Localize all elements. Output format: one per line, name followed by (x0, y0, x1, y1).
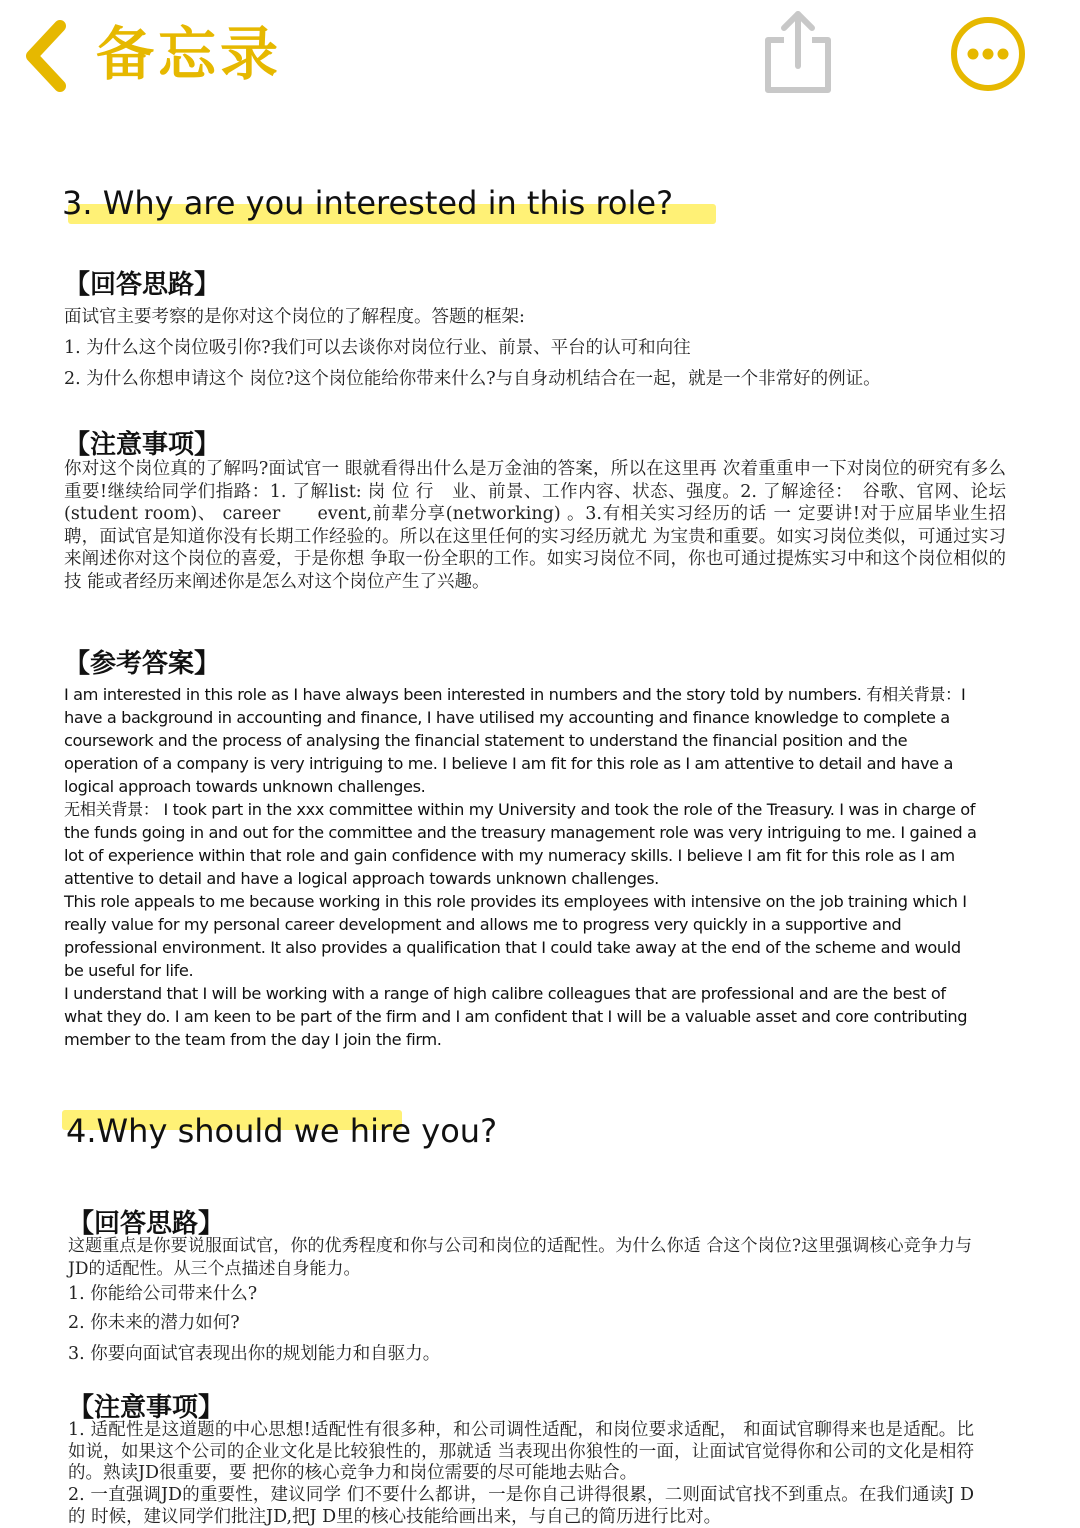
q3-title-text: 3. Why are you interested in this role? (62, 184, 674, 222)
q4-title-text: 4.Why should we hire you? (66, 1112, 498, 1150)
q4-approach-item-2: 2. 你未来的潜力如何? (68, 1313, 240, 1333)
q4-notes-item-1: 1. 适配性是这道题的中心思想!适配性有很多种，和公司调性适配，和岗位要求适配， 和面试官聊得来也是适配。比如说，如果这个公司的企业文化是比较狼性的，那就适 当表现出你狼性的一面，让面试官觉得你和公司的文化是相符的。熟读JD很重要，要 把你的核心竞争力和岗位需要的尽可能地去贴合。 (68, 1420, 974, 1483)
q3-answer-paragraph-1: I am interested in this role as I have always been interested in numbers and the story told by numbers. 有相关背景：I have a background in accounting and finance, I have utilised my accounting and finance knowledge to complete a coursework and the process of analysing the financial statement to understand the financial position and the operation of a company is very intriguing to me. I believe I am fit for this role as I am attentive to detail and have a logical approach towards unknown challenges. (64, 685, 966, 796)
q3-answer-paragraph-2: 无相关背景： I took part in the xxx committee within my University and took the role of the Treasury. I was in charge of the funds going in and out for the committee and the treasury management role was very intriguing to me. I gained a lot of experience within that role and gain confidence with my numeracy skills. I believe I am fit for this role as I am attentive to detail and have a logical approach towards unknown challenges. (64, 800, 977, 888)
q4-approach-item-3: 3. 你要向面试官表现出你的规划能力和自驱力。 (68, 1344, 441, 1364)
q4-notes-heading: 【注意事项】 (68, 1393, 225, 1423)
q3-approach-intro: 面试官主要考察的是你对这个岗位的了解程度。答题的框架: (64, 307, 525, 327)
q3-approach-heading: 【回答思路】 (64, 270, 221, 300)
q3-approach-item-1: 1. 为什么这个岗位吸引你?我们可以去谈你对岗位行业、前景、平台的认可和向往 (64, 338, 691, 358)
q4-approach-intro: 这题重点是你要说服面试官，你的优秀程度和你与公司和岗位的适配性。为什么你适 合这个岗位?这里强调核心竞争力与JD的适配性。从三个点描述自身能力。 (68, 1236, 973, 1279)
q3-answer-heading: 【参考答案】 (64, 649, 221, 679)
app-title: 备忘录 (96, 20, 283, 88)
q4-title (66, 1112, 497, 1150)
q3-notes-body: 你对这个岗位真的了解吗?面试官一 眼就看得出什么是万金油的答案，所以在这里再 次着重重申一下对岗位的研究有多么重要!继续给同学们指路：1. 了解list: 岗 位 行 业、前景、工作内容、状态、强度。2. 了解途径： 谷歌、官网、论坛(student room)、 career event,前辈分享(networking) 。3.有相关实习经历的话 一 定要讲!对于应届毕业生招聘，面试官是知道你没有长期工作经验的。所以在这里任何的实习经历就尤 为宝贵和重要。如实习岗位类似，可通过实习来阐述你对这个岗位的喜爱，于是你想 争取一份全职的工作。如实习岗位不同，你也可通过提炼实习中和这个岗位相似的技 能或者经历来阐述你是怎么对这个岗位产生了兴趣。 (64, 459, 1006, 592)
q3-answer-paragraph-3: This role appeals to me because working in this role provides its employees with intensive on the job training which I really value for my personal career development and allows me to progress very quickly in a supportive and professional environment. It also provides a qualification that I could take away at the end of the scheme and would be useful for life. (64, 892, 967, 980)
q4-notes-item-2: 2. 一直强调JD的重要性，建议同学 们不要什么都讲，一是你自己讲得很累，二则面试官找不到重点。在我们通读J D的 时候，建议同学们批注JD,把J D里的核心技能给画出来，与自己的简历进行比对。 (68, 1485, 974, 1527)
q3-answer-paragraph-4: I understand that I will be working with a range of high calibre colleagues that are professional and are the best of what they do. I am keen to be part of the firm and I am confident that I will be a valuable asset and core contributing member to the team from the day I join the firm. (64, 984, 968, 1049)
q4-approach-item-1: 1. 你能给公司带来什么? (68, 1284, 258, 1304)
q3-title (62, 184, 673, 222)
q4-approach-heading: 【回答思路】 (68, 1209, 225, 1239)
q3-notes-heading: 【注意事项】 (64, 430, 221, 460)
q3-answer-body (64, 683, 980, 1051)
q3-approach-item-2: 2. 为什么你想申请这个 岗位?这个岗位能给你带来什么?与自身动机结合在一起，就是一个非常好的例证。 (64, 369, 881, 389)
